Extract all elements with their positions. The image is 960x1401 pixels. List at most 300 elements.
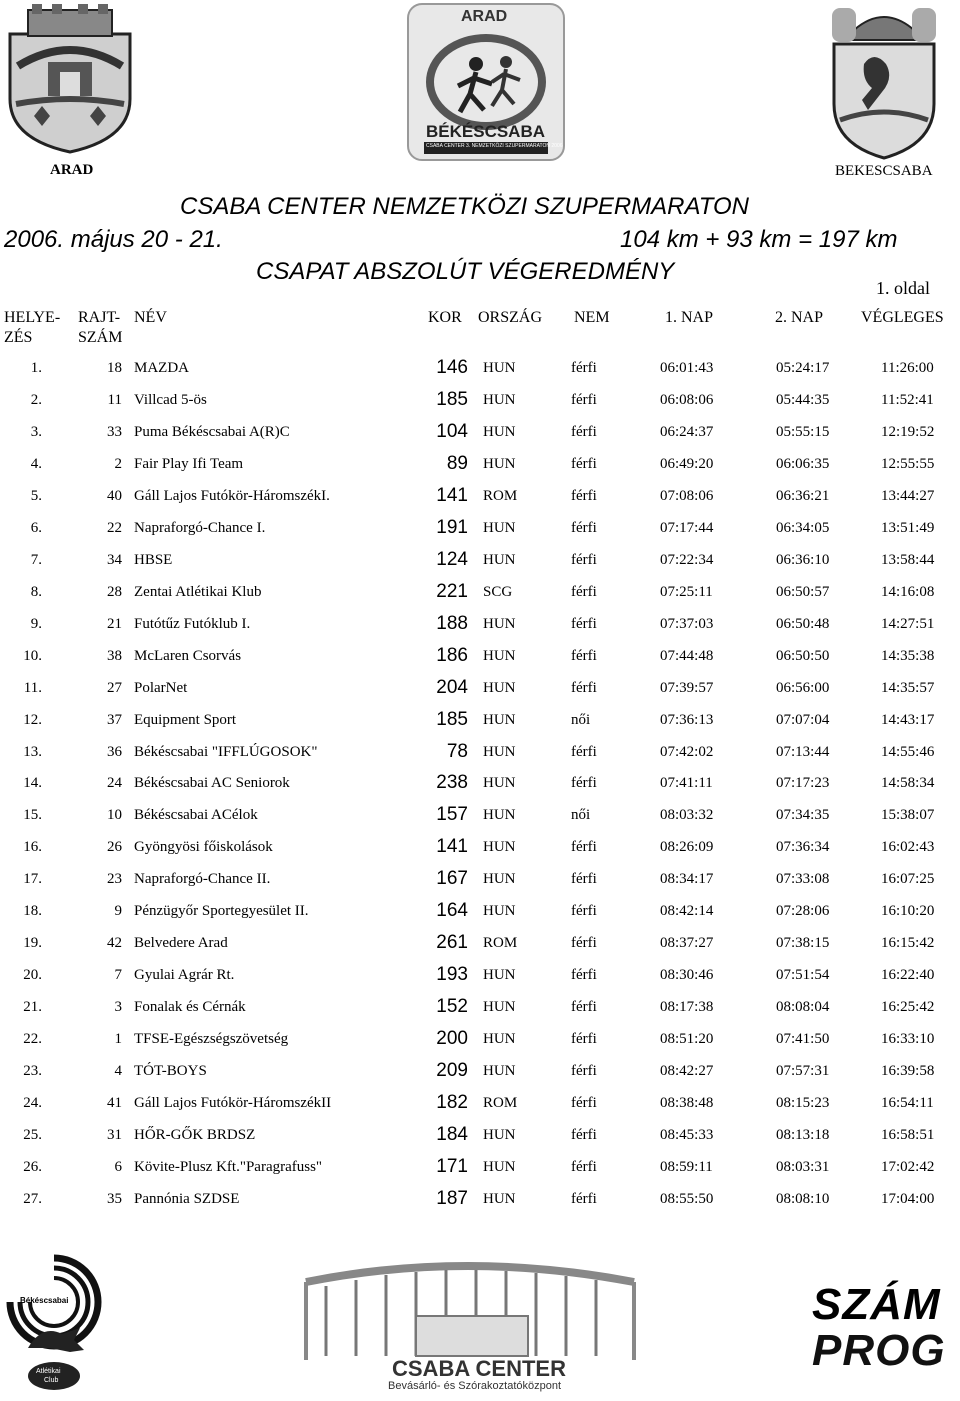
team-name-cell: Gáll Lajos Futókör-HáromszékI. [134, 487, 330, 504]
age-cell: 78 [446, 740, 468, 762]
age-cell: 188 [436, 612, 468, 634]
position-cell: 9. [30, 615, 42, 632]
sex-cell: férfi [571, 743, 597, 760]
city-right-caption: BEKESCSABA [835, 163, 933, 179]
day2-time-cell: 07:17:23 [776, 775, 830, 792]
age-cell: 187 [436, 1187, 468, 1209]
country-cell: HUN [483, 743, 516, 760]
day1-time-cell: 07:22:34 [660, 551, 714, 568]
bib-cell: 38 [107, 647, 122, 664]
team-name-cell: Futótűz Futóklub I. [134, 615, 251, 632]
position-cell: 17. [23, 871, 42, 888]
position-cell: 1. [30, 360, 42, 376]
results-subtitle: CSAPAT ABSZOLÚT VÉGEREDMÉNY [256, 258, 675, 285]
country-cell: HUN [483, 551, 516, 568]
day1-time-cell: 07:41:11 [660, 775, 713, 792]
position-cell: 19. [23, 935, 42, 952]
table-row [0, 450, 960, 482]
bekescsabai-atletikai-club-logo [6, 1252, 102, 1392]
country-cell: HUN [483, 360, 516, 376]
table-row [0, 1153, 960, 1185]
country-cell: HUN [483, 999, 516, 1016]
day2-time-cell: 07:51:54 [776, 967, 830, 984]
day1-time-cell: 07:44:48 [660, 647, 714, 664]
final-time-cell: 16:54:11 [881, 1095, 934, 1112]
table-row [0, 514, 960, 546]
position-cell: 15. [23, 807, 42, 824]
age-cell: 171 [436, 1156, 468, 1177]
sex-cell: férfi [571, 1095, 597, 1112]
position-cell: 21. [23, 999, 42, 1016]
country-cell: HUN [483, 647, 516, 664]
team-name-cell: Fonalak és Cérnák [134, 999, 246, 1016]
team-name-cell: Villcad 5-ös [134, 391, 207, 408]
day2-time-cell: 06:56:00 [776, 679, 830, 696]
age-cell: 186 [436, 644, 468, 666]
team-name-cell: Fair Play Ifi Team [134, 455, 244, 472]
table-row [0, 418, 960, 450]
sex-cell: férfi [571, 423, 597, 440]
day2-time-cell: 06:50:50 [776, 647, 830, 664]
col-header-age: KOR [428, 309, 462, 326]
country-cell: HUN [483, 871, 516, 888]
country-cell: HUN [483, 519, 516, 536]
table-row [0, 801, 960, 833]
sex-cell: férfi [571, 615, 597, 632]
country-cell: SCG [483, 583, 513, 600]
final-time-cell: 16:58:51 [881, 1127, 935, 1144]
position-cell: 14. [23, 775, 42, 792]
day1-time-cell: 07:42:02 [660, 743, 714, 760]
day1-time-cell: 07:37:03 [660, 615, 714, 632]
age-cell: 209 [436, 1060, 468, 1082]
bib-cell: 22 [107, 519, 122, 536]
day2-time-cell: 07:36:34 [776, 839, 830, 856]
table-row [0, 961, 960, 993]
final-time-cell: 17:02:42 [881, 1159, 935, 1175]
sex-cell: férfi [571, 935, 597, 952]
day2-time-cell: 05:55:15 [776, 423, 830, 440]
day1-time-cell: 06:08:06 [660, 391, 714, 408]
team-name-cell: Napraforgó-Chance II. [134, 871, 271, 888]
team-name-cell: Puma Békéscsabai A(R)C [134, 423, 290, 440]
day2-time-cell: 08:08:10 [776, 1190, 830, 1207]
position-cell: 10. [23, 647, 42, 664]
final-time-cell: 16:39:58 [881, 1063, 935, 1080]
table-row [0, 929, 960, 961]
day2-time-cell: 07:41:50 [776, 1031, 830, 1048]
sex-cell: férfi [571, 1159, 597, 1175]
bib-cell: 21 [107, 615, 122, 632]
sex-cell: férfi [571, 1031, 597, 1048]
position-cell: 26. [23, 1159, 42, 1175]
final-time-cell: 14:35:38 [881, 647, 935, 664]
table-row [0, 706, 960, 738]
table-row [0, 610, 960, 642]
day1-time-cell: 08:30:46 [660, 967, 714, 984]
day2-time-cell: 07:33:08 [776, 871, 830, 888]
final-time-cell: 16:22:40 [881, 967, 935, 984]
position-cell: 8. [30, 583, 42, 600]
col-header-bib [78, 308, 122, 348]
team-name-cell: TÓT-BOYS [134, 1063, 207, 1080]
team-name-cell: HŐR-GŐK BRDSZ [134, 1127, 256, 1144]
day2-time-cell: 07:38:15 [776, 935, 830, 952]
bib-cell: 1 [114, 1031, 122, 1048]
age-cell: 89 [446, 452, 468, 474]
day1-time-cell: 08:51:20 [660, 1031, 714, 1048]
bib-cell: 33 [107, 423, 122, 440]
col-header-position [4, 308, 60, 348]
team-name-cell: Equipment Sport [134, 711, 237, 728]
position-cell: 27. [23, 1190, 42, 1207]
day1-time-cell: 08:17:38 [660, 999, 714, 1016]
day1-time-cell: 08:03:32 [660, 807, 714, 824]
team-name-cell: Gáll Lajos Futókör-HáromszékII [134, 1095, 332, 1112]
csaba-center-logo [296, 1260, 644, 1396]
bib-cell: 18 [107, 360, 122, 376]
col-header-bib-line1: RAJT- [78, 309, 121, 326]
final-time-cell: 14:43:17 [881, 711, 935, 728]
age-cell: 191 [436, 516, 468, 538]
country-cell: HUN [483, 1063, 516, 1080]
sex-cell: férfi [571, 391, 597, 408]
country-cell: ROM [483, 1095, 518, 1112]
col-header-name: NÉV [134, 309, 167, 326]
csaba-center-tagline: Bevásárló- és Szórakoztatóközpont [388, 1380, 562, 1392]
sex-cell: férfi [571, 1127, 597, 1144]
position-cell: 4. [30, 455, 42, 472]
final-time-cell: 16:10:20 [881, 903, 935, 920]
country-cell: ROM [483, 935, 518, 952]
sex-cell: férfi [571, 647, 597, 664]
sex-cell: női [571, 807, 591, 824]
country-cell: HUN [483, 967, 516, 984]
country-cell: HUN [483, 455, 516, 472]
sex-cell: férfi [571, 455, 597, 472]
final-time-cell: 14:27:51 [881, 615, 935, 632]
age-cell: 164 [436, 900, 468, 922]
position-cell: 18. [23, 903, 42, 920]
final-time-cell: 14:55:46 [881, 743, 935, 760]
age-cell: 157 [436, 804, 468, 826]
day2-time-cell: 06:34:05 [776, 519, 830, 536]
final-time-cell: 11:26:00 [881, 360, 934, 376]
team-name-cell: Pannónia SZDSE [134, 1190, 240, 1207]
bib-cell: 37 [107, 711, 122, 728]
table-row [0, 674, 960, 706]
col-header-position-line1: HELYE- [4, 309, 61, 326]
age-cell: 141 [436, 836, 468, 858]
club-logo-bottom-line2: Club [44, 1377, 59, 1384]
col-header-position-line2: ZÉS [4, 329, 33, 346]
position-cell: 2. [30, 391, 42, 408]
country-cell: HUN [483, 807, 516, 824]
team-name-cell: TFSE-Egészségszövetség [134, 1031, 289, 1048]
day1-time-cell: 08:42:14 [660, 903, 714, 920]
position-cell: 3. [30, 423, 42, 440]
day1-time-cell: 06:01:43 [660, 360, 714, 376]
event-distance: 104 km + 93 km = 197 km [620, 226, 898, 253]
col-header-country: ORSZÁG [478, 309, 543, 326]
final-time-cell: 12:55:55 [881, 455, 935, 472]
day2-time-cell: 05:44:35 [776, 391, 830, 408]
bib-cell: 28 [107, 583, 122, 600]
bib-cell: 23 [107, 871, 122, 888]
age-cell: 261 [436, 932, 468, 954]
club-logo-top-text: Békéscsabai [20, 1296, 69, 1305]
sex-cell: férfi [571, 967, 597, 984]
team-name-cell: McLaren Csorvás [134, 647, 242, 664]
day2-time-cell: 05:24:17 [776, 360, 830, 376]
page-title: CSABA CENTER NEMZETKÖZI SZUPERMARATON [180, 193, 749, 220]
table-row [0, 897, 960, 929]
age-cell: 184 [436, 1124, 468, 1146]
sex-cell: férfi [571, 903, 597, 920]
country-cell: HUN [483, 423, 516, 440]
sex-cell: férfi [571, 679, 597, 696]
day1-time-cell: 08:42:27 [660, 1063, 714, 1080]
final-time-cell: 13:58:44 [881, 551, 935, 568]
sex-cell: férfi [571, 1063, 597, 1080]
position-cell: 7. [30, 551, 42, 568]
table-row [0, 482, 960, 514]
sex-cell: férfi [571, 519, 597, 536]
country-cell: HUN [483, 775, 516, 792]
race-logo-caption: CSABA CENTER 3. NEMZETKÖZI SZUPERMARATON 2006 [426, 143, 563, 149]
team-name-cell: Zentai Atlétikai Klub [134, 583, 262, 600]
sex-cell: férfi [571, 360, 597, 376]
city-left-caption: ARAD [50, 162, 94, 178]
day1-time-cell: 07:17:44 [660, 519, 714, 536]
team-name-cell: Békéscsabai AC Seniorok [134, 775, 290, 792]
day1-time-cell: 08:59:11 [660, 1159, 713, 1175]
day1-time-cell: 08:37:27 [660, 935, 714, 952]
day1-time-cell: 07:25:11 [660, 583, 713, 600]
day2-time-cell: 07:13:44 [776, 743, 830, 760]
age-cell: 185 [436, 388, 468, 410]
bib-cell: 36 [107, 743, 122, 760]
age-cell: 193 [436, 964, 468, 986]
sex-cell: férfi [571, 999, 597, 1016]
sex-cell: férfi [571, 583, 597, 600]
szamprog-logo [812, 1280, 952, 1380]
bib-cell: 2 [114, 455, 122, 472]
day1-time-cell: 07:36:13 [660, 711, 714, 728]
country-cell: HUN [483, 711, 516, 728]
position-cell: 11. [23, 679, 42, 696]
sex-cell: férfi [571, 551, 597, 568]
bib-cell: 4 [114, 1063, 122, 1080]
age-cell: 238 [436, 772, 468, 794]
table-row [0, 1121, 960, 1153]
age-cell: 200 [436, 1028, 468, 1050]
table-row [0, 1089, 960, 1121]
final-time-cell: 16:33:10 [881, 1031, 935, 1048]
bib-cell: 31 [107, 1127, 122, 1144]
team-name-cell: HBSE [134, 551, 173, 568]
event-date: 2006. május 20 - 21. [4, 226, 223, 253]
day2-time-cell: 06:36:10 [776, 551, 830, 568]
race-logo-top-text: ARAD [461, 8, 508, 25]
team-name-cell: Gyulai Agrár Rt. [134, 967, 235, 984]
team-name-cell: Belvedere Arad [134, 935, 228, 952]
team-name-cell: MAZDA [134, 360, 189, 376]
country-cell: ROM [483, 487, 518, 504]
team-name-cell: Napraforgó-Chance I. [134, 519, 266, 536]
day2-time-cell: 08:03:31 [776, 1159, 830, 1175]
day2-time-cell: 08:15:23 [776, 1095, 830, 1112]
table-row [0, 1025, 960, 1057]
table-row [0, 578, 960, 610]
day1-time-cell: 07:39:57 [660, 679, 714, 696]
day1-time-cell: 08:26:09 [660, 839, 714, 856]
sex-cell: férfi [571, 871, 597, 888]
szamprog-logo-line1: SZÁM [812, 1280, 941, 1329]
final-time-cell: 13:44:27 [881, 487, 935, 504]
country-cell: HUN [483, 1159, 516, 1175]
bib-cell: 27 [107, 679, 122, 696]
final-time-cell: 14:58:34 [881, 775, 935, 792]
bib-cell: 26 [107, 839, 122, 856]
age-cell: 104 [436, 420, 468, 442]
age-cell: 146 [436, 357, 468, 378]
country-cell: HUN [483, 1031, 516, 1048]
col-header-sex: NEM [574, 309, 610, 326]
day1-time-cell: 06:49:20 [660, 455, 714, 472]
sex-cell: férfi [571, 1190, 597, 1207]
final-time-cell: 11:52:41 [881, 391, 934, 408]
age-cell: 182 [436, 1092, 468, 1114]
sex-cell: férfi [571, 775, 597, 792]
bib-cell: 3 [114, 999, 122, 1016]
col-header-day2: 2. NAP [775, 309, 824, 326]
team-name-cell: Békéscsabai ACélok [134, 807, 258, 824]
day1-time-cell: 07:08:06 [660, 487, 714, 504]
table-row [0, 769, 960, 801]
position-cell: 22. [23, 1031, 42, 1048]
country-cell: HUN [483, 1127, 516, 1144]
day2-time-cell: 08:08:04 [776, 999, 830, 1016]
team-name-cell: Gyöngyösi főiskolások [134, 839, 273, 856]
team-name-cell: Pénzügyőr Sportegyesület II. [134, 903, 309, 920]
country-cell: HUN [483, 839, 516, 856]
age-cell: 152 [436, 996, 468, 1018]
final-time-cell: 16:15:42 [881, 935, 935, 952]
bib-cell: 34 [107, 551, 122, 568]
sex-cell: női [571, 711, 591, 728]
position-cell: 12. [23, 711, 42, 728]
age-cell: 124 [436, 548, 468, 570]
final-time-cell: 16:07:25 [881, 871, 935, 888]
page-number: 1. oldal [876, 278, 930, 298]
position-cell: 5. [30, 487, 42, 504]
day2-time-cell: 07:57:31 [776, 1063, 830, 1080]
day1-time-cell: 08:34:17 [660, 871, 714, 888]
bib-cell: 41 [107, 1095, 122, 1112]
table-row [0, 738, 960, 770]
age-cell: 221 [436, 580, 468, 602]
day2-time-cell: 06:06:35 [776, 455, 830, 472]
table-row [0, 993, 960, 1025]
bib-cell: 6 [114, 1159, 122, 1175]
sex-cell: férfi [571, 487, 597, 504]
col-header-day1: 1. NAP [665, 309, 714, 326]
table-row [0, 546, 960, 578]
table-row [0, 354, 960, 386]
final-time-cell: 17:04:00 [881, 1190, 935, 1207]
csaba-center-name: CSABA CENTER [392, 1356, 566, 1381]
position-cell: 23. [23, 1063, 42, 1080]
bib-cell: 7 [114, 967, 122, 984]
bib-cell: 24 [107, 775, 122, 792]
country-cell: HUN [483, 615, 516, 632]
day1-time-cell: 08:38:48 [660, 1095, 714, 1112]
day2-time-cell: 06:50:48 [776, 615, 830, 632]
bib-cell: 40 [107, 487, 122, 504]
race-logo-bottom-text: BÉKÉSCSABA [426, 122, 546, 141]
table-row [0, 1185, 960, 1217]
arad-coat-of-arms-logo [4, 4, 136, 154]
age-cell: 204 [436, 676, 468, 698]
age-cell: 185 [436, 708, 468, 730]
club-logo-bottom-line1: Atlétikai [36, 1368, 61, 1375]
country-cell: HUN [483, 903, 516, 920]
day1-time-cell: 08:55:50 [660, 1190, 714, 1207]
day1-time-cell: 06:24:37 [660, 423, 714, 440]
col-header-final: VÉGLEGES [861, 309, 944, 326]
position-cell: 20. [23, 967, 42, 984]
final-time-cell: 15:38:07 [881, 807, 935, 824]
final-time-cell: 16:25:42 [881, 999, 935, 1016]
age-cell: 167 [436, 868, 468, 890]
arad-bekescsaba-race-logo [406, 2, 566, 162]
country-cell: HUN [483, 391, 516, 408]
col-header-bib-line2: SZÁM [78, 329, 123, 346]
final-time-cell: 13:51:49 [881, 519, 935, 536]
day2-time-cell: 07:07:04 [776, 711, 830, 728]
bib-cell: 9 [114, 903, 122, 920]
table-row [0, 1057, 960, 1089]
table-row [0, 833, 960, 865]
day2-time-cell: 07:28:06 [776, 903, 830, 920]
day2-time-cell: 08:13:18 [776, 1127, 830, 1144]
position-cell: 24. [23, 1095, 42, 1112]
position-cell: 25. [23, 1127, 42, 1144]
final-time-cell: 14:16:08 [881, 583, 935, 600]
bib-cell: 10 [107, 807, 122, 824]
position-cell: 13. [23, 743, 42, 760]
sex-cell: férfi [571, 839, 597, 856]
team-name-cell: PolarNet [134, 679, 188, 696]
szamprog-logo-line2: PROG [812, 1326, 946, 1375]
country-cell: HUN [483, 679, 516, 696]
position-cell: 16. [23, 839, 42, 856]
bib-cell: 35 [107, 1190, 122, 1207]
age-cell: 141 [436, 484, 468, 506]
day2-time-cell: 06:36:21 [776, 487, 830, 504]
table-row [0, 642, 960, 674]
day1-time-cell: 08:45:33 [660, 1127, 714, 1144]
day2-time-cell: 06:50:57 [776, 583, 830, 600]
bekescsaba-coat-of-arms-logo [824, 4, 944, 160]
bib-cell: 11 [107, 391, 122, 408]
country-cell: HUN [483, 1190, 516, 1207]
position-cell: 6. [30, 519, 42, 536]
table-row [0, 865, 960, 897]
team-name-cell: Kövite-Plusz Kft."Paragrafuss" [134, 1159, 323, 1175]
table-row [0, 386, 960, 418]
